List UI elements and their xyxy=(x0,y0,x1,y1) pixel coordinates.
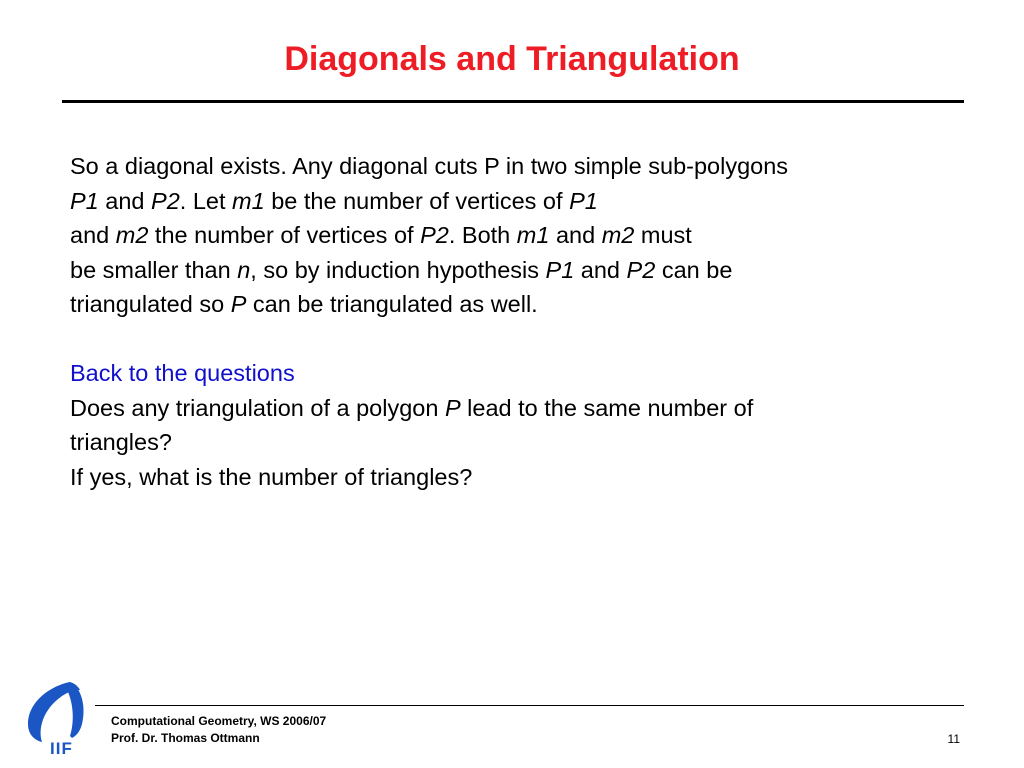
text-line xyxy=(70,253,970,288)
iif-logo xyxy=(24,680,96,756)
text-line xyxy=(70,184,970,219)
math-variable: P2 xyxy=(420,222,449,248)
math-variable: P1 xyxy=(569,187,598,214)
text-segment: must xyxy=(634,222,692,248)
footer-divider xyxy=(95,705,964,706)
text-segment: triangulated so xyxy=(70,291,231,317)
math-variable: m1 xyxy=(516,222,550,248)
math-variable: P1 xyxy=(70,187,99,214)
text-line xyxy=(70,218,970,253)
explanation-paragraph xyxy=(70,149,970,322)
text-line xyxy=(70,460,970,495)
text-segment: . Let xyxy=(179,187,233,214)
footer-info xyxy=(111,713,326,747)
math-variable: m2 xyxy=(115,222,149,248)
slide-title: Diagonals and Triangulation xyxy=(284,40,740,78)
text-segment: lead to the same number of xyxy=(460,394,754,421)
text-line xyxy=(70,391,970,426)
text-segment: can be xyxy=(655,256,733,283)
title-divider xyxy=(62,100,964,103)
text-segment: and xyxy=(70,222,116,248)
math-variable: n xyxy=(237,256,251,283)
logo-text: IIF xyxy=(50,739,73,756)
text-segment: Does any triangulation of a polygon xyxy=(70,394,445,421)
math-variable: P xyxy=(230,291,247,317)
page-number: 11 xyxy=(947,732,960,746)
back-to-questions-link[interactable]: Back to the questions xyxy=(70,360,295,386)
text-segment: can be triangulated as well. xyxy=(246,291,538,317)
questions-paragraph xyxy=(70,391,970,495)
text-segment: If yes, what is the number of triangles? xyxy=(70,463,473,490)
math-variable: P2 xyxy=(626,256,656,283)
math-variable: m1 xyxy=(232,187,265,214)
text-segment: the number of vertices of xyxy=(148,222,421,248)
math-variable: P2 xyxy=(151,187,180,214)
math-variable: P1 xyxy=(545,256,575,283)
slide-body xyxy=(70,149,970,494)
text-line xyxy=(70,425,970,460)
text-segment: and xyxy=(98,187,152,214)
math-variable: m2 xyxy=(601,222,635,248)
text-line xyxy=(70,287,970,322)
author-name: Prof. Dr. Thomas Ottmann xyxy=(111,731,260,745)
text-segment: , so by induction hypothesis xyxy=(250,256,546,283)
text-segment: triangles? xyxy=(70,429,172,455)
text-segment: So a diagonal exists. Any diagonal cuts P in two simple sub-polygons xyxy=(70,153,789,179)
logo-blade-icon xyxy=(68,684,84,738)
paragraph-spacer xyxy=(70,322,970,357)
course-name: Computational Geometry, WS 2006/07 xyxy=(111,714,327,728)
text-segment: be the number of vertices of xyxy=(264,187,570,214)
text-line xyxy=(70,149,970,184)
math-variable: P xyxy=(444,394,461,421)
text-segment: . Both xyxy=(448,222,517,248)
text-segment: and xyxy=(574,256,627,283)
text-segment: be smaller than xyxy=(70,256,238,283)
text-segment: and xyxy=(549,222,602,248)
